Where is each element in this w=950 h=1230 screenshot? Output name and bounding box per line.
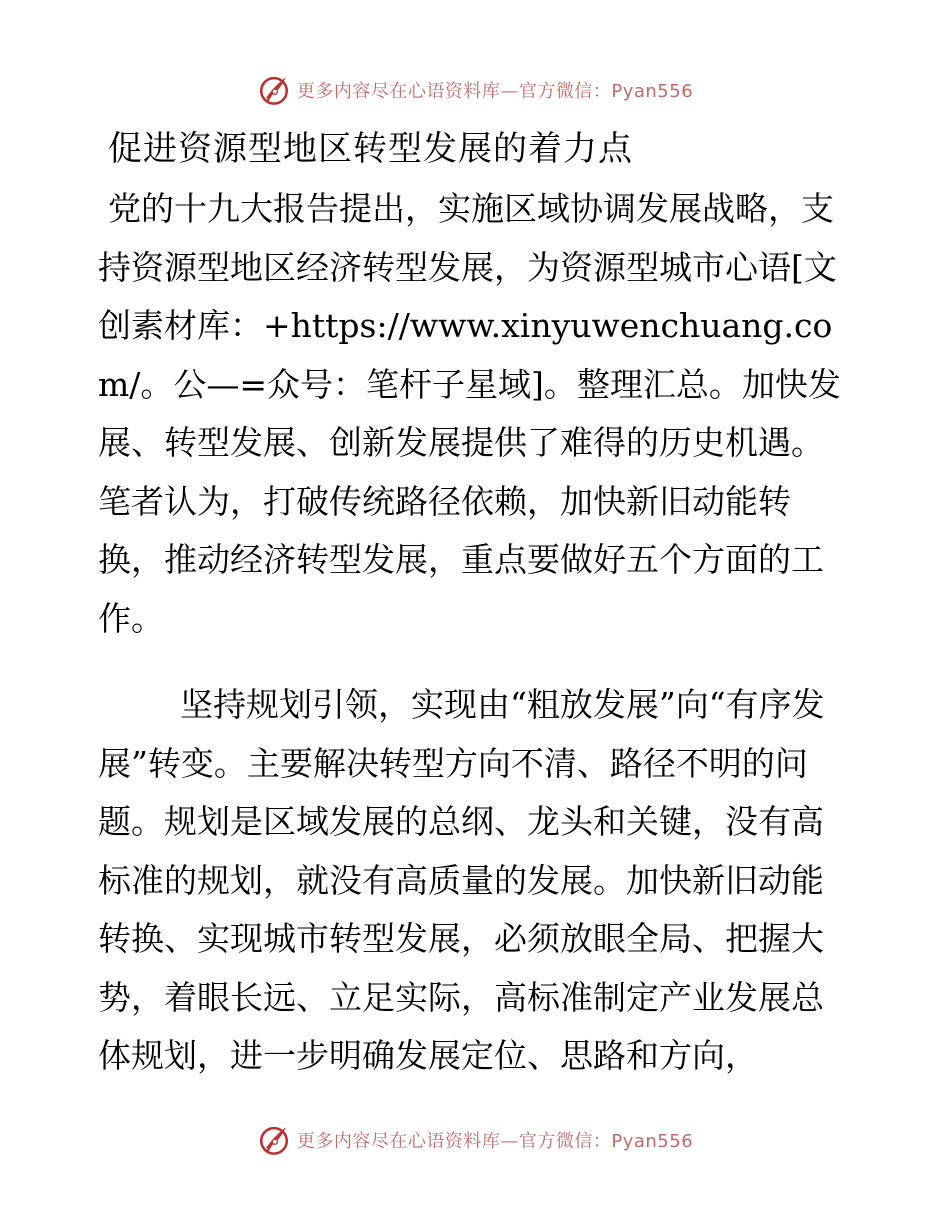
header-banner-main: 更多内容尽在心语资料库 (296, 81, 501, 102)
footer-banner-separator: — (500, 1131, 519, 1152)
header-banner-contact: 官方微信：Pyan556 (518, 81, 694, 102)
header-banner-separator: — (500, 81, 519, 102)
document-title: 促进资源型地区转型发展的着力点 (108, 129, 633, 169)
footer-banner-contact: 官方微信：Pyan556 (518, 1131, 694, 1152)
quill-circle-logo-icon (257, 1123, 291, 1157)
header-banner-content (257, 73, 693, 107)
header-banner (0, 70, 950, 110)
footer-banner-text (297, 1127, 693, 1153)
header-banner-text (297, 77, 693, 103)
paragraph-2: 坚持规划引领，实现由“粗放发展”向“有序发展”转变。主要解决转型方向不清、路径不明的问题。规划是区域发展的总纲、龙头和关键，没有高标准的规划，就没有高质量的发展。加快新旧动能转换、实现城市转型发展，必须放眼全局、把握大势，着眼长远、立足实际，高标准制定产业发展总体规划，进一步明确发展定位、思路和方向， (98, 685, 825, 1075)
paragraph-1: 党的十九大报告提出，实施区域协调发展战略，支持资源型地区经济转型发展，为资源型城市心语[文创素材库：+https://www.xinyuwenchuang.com/。公—=众号：笔杆子星域]。整理汇总。加快发展、转型发展、创新发展提供了难得的历史机遇。笔者认为，打破传统路径依赖，加快新旧动能转换，推动经济转型发展，重点要做好五个方面的工作。 (98, 189, 841, 638)
footer-banner (0, 1120, 950, 1160)
footer-banner-main: 更多内容尽在心语资料库 (296, 1131, 501, 1152)
footer-banner-content (257, 1123, 693, 1157)
quill-circle-logo-icon (257, 73, 291, 107)
